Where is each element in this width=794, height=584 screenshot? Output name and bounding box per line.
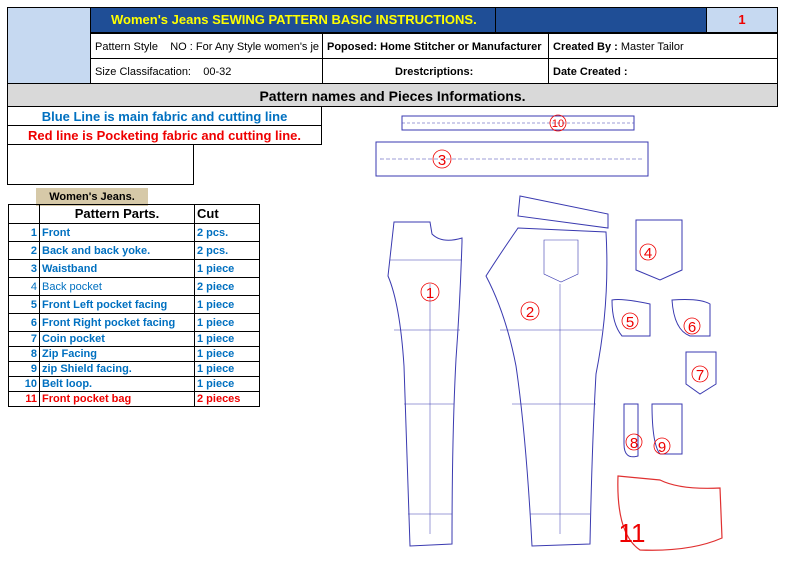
row-cut: 1 piece bbox=[195, 314, 260, 332]
table-row bbox=[9, 332, 260, 347]
row-name: Coin pocket bbox=[40, 332, 195, 347]
row-cut: 2 pcs. bbox=[195, 224, 260, 242]
page-number: 1 bbox=[706, 7, 778, 33]
pattern-style-label: Pattern Style bbox=[95, 41, 158, 53]
row-no: 10 bbox=[9, 377, 40, 392]
table-row bbox=[9, 296, 260, 314]
category-badge: Women's Jeans. bbox=[36, 188, 148, 206]
piece-label-8: 8 bbox=[629, 435, 639, 452]
row-cut: 1 piece bbox=[195, 260, 260, 278]
row-name: Front Left pocket facing bbox=[40, 296, 195, 314]
row-name: Back and back yoke. bbox=[40, 242, 195, 260]
table-header-parts: Pattern Parts. bbox=[40, 205, 195, 224]
row-cut: 1 piece bbox=[195, 362, 260, 377]
table-row bbox=[9, 347, 260, 362]
row-no: 9 bbox=[9, 362, 40, 377]
piece-label-6: 6 bbox=[687, 319, 697, 336]
section-title: Pattern names and Pieces Informations. bbox=[7, 83, 778, 107]
created-by-value: Master Tailor bbox=[620, 41, 684, 53]
piece-2-yoke bbox=[518, 196, 608, 228]
row-name: Zip Facing bbox=[40, 347, 195, 362]
row-cut: 2 piece bbox=[195, 278, 260, 296]
row-no: 7 bbox=[9, 332, 40, 347]
row-no: 6 bbox=[9, 314, 40, 332]
row-name: Waistband bbox=[40, 260, 195, 278]
proposed-cell: Poposed: Home Stitcher or Manufacturer bbox=[322, 33, 549, 59]
document-title: Women's Jeans SEWING PATTERN BASIC INSTRUCTIONS. bbox=[90, 7, 496, 33]
parts-table bbox=[8, 204, 260, 407]
table-header-no bbox=[9, 205, 40, 224]
piece-label-3: 3 bbox=[437, 152, 447, 169]
piece-9-zip-shield bbox=[652, 404, 682, 454]
row-no: 3 bbox=[9, 260, 40, 278]
descriptions-cell bbox=[322, 58, 549, 84]
created-by-label: Created By : bbox=[553, 41, 618, 53]
table-row bbox=[9, 314, 260, 332]
piece-2-back bbox=[486, 228, 607, 546]
table-header-cut: Cut bbox=[195, 205, 260, 224]
title-bar-extension bbox=[495, 7, 707, 33]
empty-note-box bbox=[7, 144, 194, 185]
row-no: 2 bbox=[9, 242, 40, 260]
table-row bbox=[9, 224, 260, 242]
row-cut: 1 piece bbox=[195, 347, 260, 362]
row-no: 1 bbox=[9, 224, 40, 242]
table-row bbox=[9, 242, 260, 260]
row-no: 5 bbox=[9, 296, 40, 314]
logo-box bbox=[7, 7, 91, 84]
row-name: Front Right pocket facing bbox=[40, 314, 195, 332]
row-name: Belt loop. bbox=[40, 377, 195, 392]
row-cut: 1 piece bbox=[195, 296, 260, 314]
table-row bbox=[9, 362, 260, 377]
red-line-note: Red line is Pocketing fabric and cutting line. bbox=[7, 125, 322, 145]
piece-1-front bbox=[388, 222, 462, 546]
piece-label-4: 4 bbox=[643, 245, 653, 262]
size-value: 00-32 bbox=[203, 66, 232, 78]
piece-label-7: 7 bbox=[695, 367, 705, 384]
row-cut: 2 pieces bbox=[195, 392, 260, 407]
row-name: zip Shield facing. bbox=[40, 362, 195, 377]
pattern-pieces-diagram bbox=[360, 104, 780, 574]
row-name: Front bbox=[40, 224, 195, 242]
row-no: 11 bbox=[9, 392, 40, 407]
blue-line-note: Blue Line is main fabric and cutting line bbox=[7, 106, 322, 126]
piece-label-9: 9 bbox=[657, 439, 667, 456]
row-cut: 2 pcs. bbox=[195, 242, 260, 260]
row-no: 8 bbox=[9, 347, 40, 362]
row-cut: 1 piece bbox=[195, 377, 260, 392]
piece-label-2: 2 bbox=[525, 304, 535, 321]
pattern-style-value: NO : For Any Style women's je bbox=[170, 41, 320, 53]
date-created-cell: Date Created : bbox=[548, 58, 778, 84]
descriptions-label: Drestcriptions: bbox=[395, 66, 474, 78]
row-name: Back pocket bbox=[40, 278, 195, 296]
row-cut: 1 piece bbox=[195, 332, 260, 347]
table-row bbox=[9, 278, 260, 296]
piece-label-5: 5 bbox=[625, 314, 635, 331]
created-by-cell bbox=[548, 33, 778, 59]
piece-label-1: 1 bbox=[425, 285, 435, 302]
table-row bbox=[9, 377, 260, 392]
size-cell bbox=[90, 58, 323, 84]
table-row bbox=[9, 260, 260, 278]
pattern-style-cell bbox=[90, 33, 323, 59]
piece-label-11: 11 bbox=[618, 518, 646, 548]
row-name: Front pocket bag bbox=[40, 392, 195, 407]
table-row bbox=[9, 392, 260, 407]
piece-label-10: 10 bbox=[551, 118, 565, 130]
size-label: Size Classifacation: bbox=[95, 66, 191, 78]
row-no: 4 bbox=[9, 278, 40, 296]
